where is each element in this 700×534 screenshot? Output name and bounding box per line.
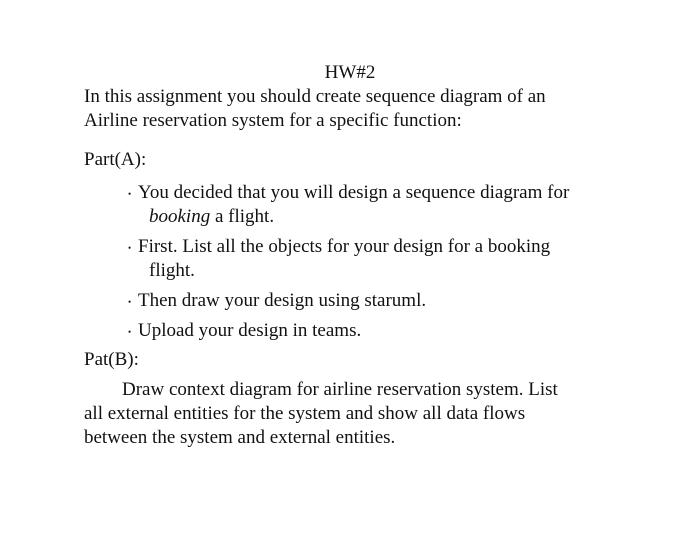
intro-paragraph xyxy=(84,85,644,133)
bullet-text: Then draw your design using staruml. xyxy=(138,290,427,311)
bullet-text: You decided that you will design a sequence diagram for xyxy=(138,182,570,203)
intro-line: In this assignment you should create sequence diagram of an xyxy=(84,86,546,107)
part-b-paragraph xyxy=(84,378,624,450)
part-b-line xyxy=(84,378,624,402)
bullet-item xyxy=(126,319,646,343)
bullet-icon: • xyxy=(128,243,132,253)
bullet-icon: • xyxy=(128,297,132,307)
bullet-item xyxy=(126,289,646,313)
bullet-icon: • xyxy=(128,189,132,199)
bullet-item xyxy=(126,235,646,283)
bullet-continuation xyxy=(138,205,646,229)
part-a-bullet-list xyxy=(126,181,646,349)
bullet-text: Upload your design in teams. xyxy=(138,320,362,341)
part-a-heading: Part(A): xyxy=(84,149,147,170)
bullet-continuation: flight. xyxy=(149,260,195,281)
bullet-text: First. List all the objects for your design for a booking xyxy=(138,236,551,257)
page-title: HW#2 xyxy=(324,62,376,83)
bullet-item xyxy=(126,181,646,229)
part-b-heading: Pat(B): xyxy=(84,349,139,370)
bullet-continuation-text: a flight. xyxy=(210,206,275,227)
intro-line: Airline reservation system for a specific function: xyxy=(84,110,462,131)
bullet-icon: • xyxy=(128,327,132,337)
bullet-emphasis: booking xyxy=(149,206,211,227)
part-b-line-text: Draw context diagram for airline reservation system. List xyxy=(122,379,558,400)
part-b-line: all external entities for the system and show all data flows xyxy=(84,403,526,424)
part-b-line: between the system and external entities. xyxy=(84,427,396,448)
